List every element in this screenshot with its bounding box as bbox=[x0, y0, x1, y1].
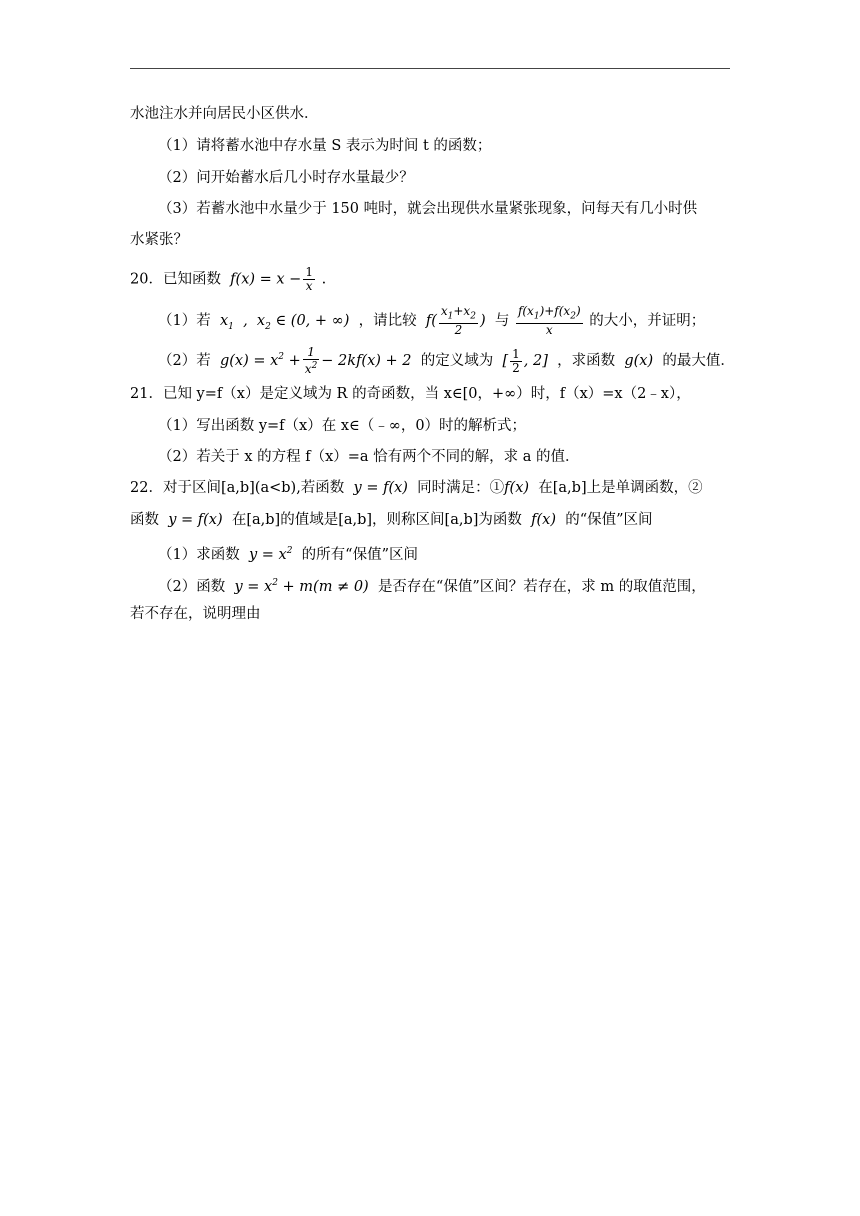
q22-1-text: 的所有“保值”区间 bbox=[301, 546, 418, 563]
formula: [ bbox=[497, 353, 509, 369]
question-22-part-2-cont: 若不存在，说明理由 bbox=[130, 606, 261, 622]
question-22-line-2 bbox=[130, 510, 730, 530]
q20-1-text: 与 bbox=[494, 313, 510, 330]
fraction: $\frac{1}{x}$ bbox=[305, 265, 313, 293]
q22-text: 函数 bbox=[130, 512, 159, 528]
q22-text: 同时满足：① bbox=[417, 480, 505, 496]
q22-2-text: 是否存在“保值”区间？若存在，求 m 的取值范围， bbox=[377, 578, 706, 595]
q22-text: 22．对于区间[a,b](a<b),若函数 bbox=[130, 480, 345, 496]
q20-1-text: ，请比较 bbox=[358, 313, 417, 330]
fraction: $\frac{1}{x^2}$ bbox=[304, 345, 318, 376]
question-19-part-2: （2）问开始蓄水后几小时存水量最少？ bbox=[158, 170, 414, 186]
question-22-part-1 bbox=[158, 541, 730, 565]
question-19-part-1: （1）请将蓄水池中存水量 S 表示为时间 t 的函数； bbox=[158, 138, 492, 154]
question-20-heading: 20．已知函数 f(x) = x − $\frac{1}{x}$ . bbox=[130, 265, 327, 293]
question-22-part-2 bbox=[158, 573, 730, 597]
formula: y = f(x) bbox=[348, 480, 413, 496]
formula: $g(x) = x^2$ + bbox=[215, 352, 301, 369]
fraction: $\frac{x_1+x_2}{2}$ bbox=[440, 304, 476, 338]
q20-2-text: （2）若 bbox=[158, 353, 211, 369]
formula: f(x) = x − bbox=[225, 271, 302, 288]
q22-text: 在[a,b]上是单调函数，② bbox=[538, 480, 703, 496]
question-22-heading bbox=[130, 478, 730, 498]
q22-text: 的“保值”区间 bbox=[565, 512, 653, 528]
q20-2-text: 的定义域为 bbox=[420, 353, 494, 369]
fraction: $\frac{1}{2}$ bbox=[512, 346, 520, 375]
formula: g(x) bbox=[619, 353, 658, 369]
question-19-part-3: （3）若蓄水池中水量少于 150 吨时，就会出现供水量紧张现象，问每天有几小时供 bbox=[158, 201, 698, 217]
question-20-part-2: （2）若 $g(x) = x^2$ + $\frac{1}{x^2}$ − 2kf(x) + 2 的定义域为 [ $\frac{1}{2}$ , 2] ，求函数 g(x) 的最大值． bbox=[158, 345, 735, 376]
q20-1-text: 的大小，并证明； bbox=[589, 313, 706, 330]
q20-1-text: （1）若 bbox=[158, 313, 211, 330]
question-21-heading: 21．已知 y=f（x）是定义域为 R 的奇函数，当 x∈[0，+∞）时，f（x）=x（2﹣x）， bbox=[130, 386, 691, 402]
q22-text: 在[a,b]的值域是[a,b]，则称区间[a,b]为函数 bbox=[231, 512, 522, 528]
formula: f(x) bbox=[504, 480, 534, 496]
text-line: 水池注水并向居民小区供水． bbox=[130, 106, 319, 122]
fraction: $\frac{f(x_1)+f(x_2)}{x}$ bbox=[517, 304, 581, 338]
question-21-part-1: （1）写出函数 y=f（x）在 x∈（﹣∞，0）时的解析式； bbox=[158, 418, 527, 434]
formula: $x_1$ , $x_2$ ∈ (0, + ∞) bbox=[215, 313, 354, 333]
q20-head-text: 20．已知函数 bbox=[130, 271, 221, 288]
question-21-part-2: （2）若关于 x 的方程 f（x）=a 恰有两个不同的解，求 a 的值． bbox=[158, 449, 580, 465]
q20-2-text: 的最大值． bbox=[662, 353, 735, 369]
header-rule bbox=[130, 68, 730, 69]
q20-2-text: ，求函数 bbox=[557, 353, 616, 369]
formula: f(x) bbox=[526, 512, 561, 528]
formula: $y = x^2 + m(m \ne 0)$ bbox=[229, 578, 374, 595]
formula: $y = x^2$ bbox=[244, 546, 293, 563]
q22-2-text: （2）函数 bbox=[158, 578, 226, 595]
formula: f( bbox=[421, 313, 437, 330]
formula: y = f(x) bbox=[163, 512, 228, 528]
text-line: 水紧张？ bbox=[130, 232, 188, 248]
question-20-part-1: （1）若 $x_1$ , $x_2$ ∈ (0, + ∞) ，请比较 f( $\frac{x_1+x_2}{2}$ ) 与 $\frac{f(x_1)+f(x_2)}{x}$ 的大小，并证明； bbox=[158, 304, 706, 338]
q22-1-text: （1）求函数 bbox=[158, 546, 240, 563]
